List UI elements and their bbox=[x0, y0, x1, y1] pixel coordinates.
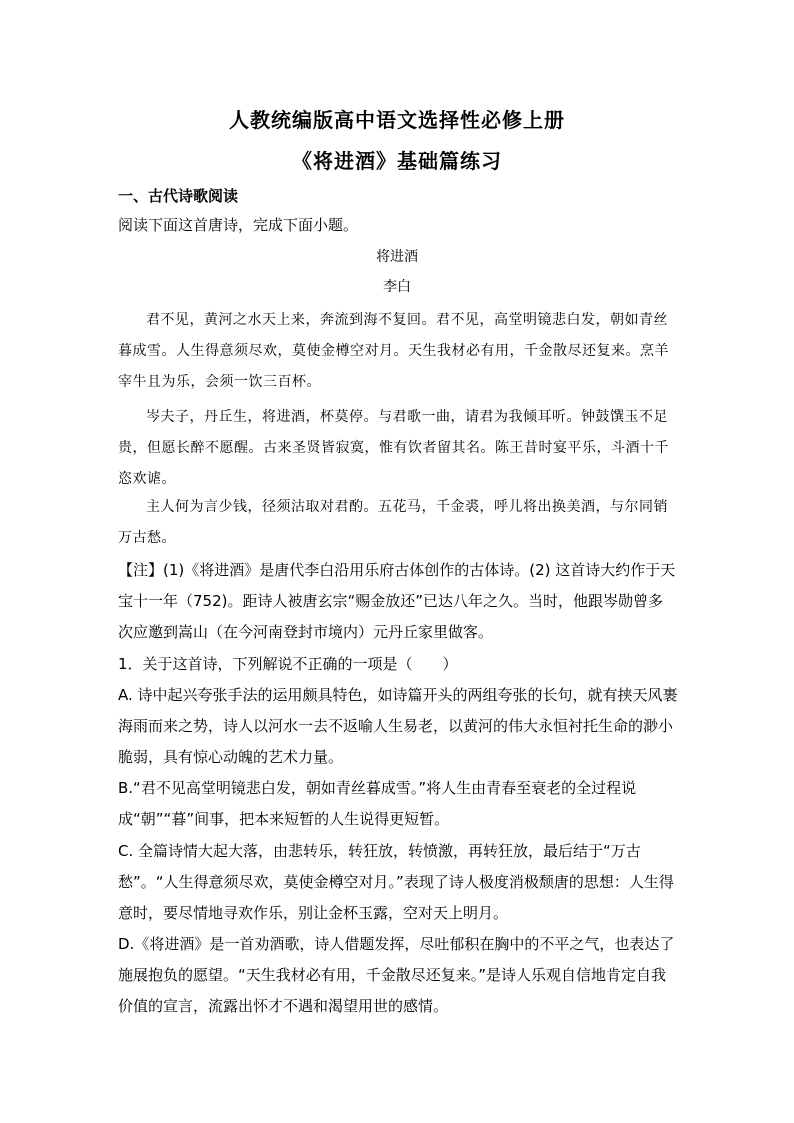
question-stem: 1．关于这首诗，下列解说不正确的一项是（ ） bbox=[118, 655, 458, 673]
document-title: 人教统编版高中语文选择性必修上册 bbox=[229, 108, 565, 132]
option-a: A. 诗中起兴夸张手法的运用颇具特色，如诗篇开头的两组夸张的长句，就有挟天风裹海雨而来之势，诗人以河水一去不返喻人生易老，以黄河的伟大永恒衬托生命的渺小脆弱，具有惊心动魄的艺术力量。 bbox=[118, 686, 678, 766]
poem-stanza-1: 君不见，黄河之水天上来，奔流到海不复回。君不见，高堂明镜悲白发，朝如青丝暮成雪。人生得意须尽欢，莫使金樽空对月。天生我材必有用，千金散尽还复来。烹羊宰牛且为乐，会须一饮三百杯。 bbox=[118, 312, 669, 390]
option-c: C. 全篇诗情大起大落，由悲转乐，转狂放，转愤激，再转狂放，最后结于“万古愁”。“人生得意须尽欢，莫使金樽空对月。”表现了诗人极度消极颓唐的思想：人生得意时，要尽情地寻欢作乐，别让金杯玉露，空对天上明月。 bbox=[118, 842, 674, 922]
poem-stanza-2: 岑夫子，丹丘生，将进酒，杯莫停。与君歌一曲，请君为我倾耳听。钟鼓馔玉不足贵，但愿长醉不愿醒。古来圣贤皆寂寞，惟有饮者留其名。陈王昔时宴平乐，斗酒十千恣欢谑。 bbox=[118, 409, 669, 487]
instruction-text: 阅读下面这首唐诗，完成下面小题。 bbox=[118, 216, 359, 234]
option-d: D.《将进酒》是一首劝酒歌，诗人借题发挥，尽吐郁积在胸中的不平之气，也表达了施展抱负的愿望。“天生我材必有用，千金散尽还复来。”是诗人乐观自信地肯定自我价值的宣言，流露出怀才不遇和渴望用世的感情。 bbox=[118, 935, 675, 1015]
poem-note: 【注】(1)《将进酒》是唐代李白沿用乐府古体创作的古体诗。(2) 这首诗大约作于天宝十一年（752)。距诗人被唐玄宗“赐金放还”已达八年之久。当时，他跟岑勋曾多次应邀到嵩山（在今河南登封市境内）元丹丘家里做客。 bbox=[118, 561, 676, 641]
poem-author: 李白 bbox=[383, 279, 411, 295]
section-heading: 一、古代诗歌阅读 bbox=[118, 187, 239, 205]
option-b: B.“君不见高堂明镜悲白发，朝如青丝暮成雪。”将人生由青春至衰老的全过程说成“朝”“暮”间事，把本来短暂的人生说得更短暂。 bbox=[118, 779, 637, 828]
document-subtitle: 《将进酒》基础篇练习 bbox=[292, 149, 502, 173]
poem-stanza-3: 主人何为言少钱，径须沽取对君酌。五花马，千金裘，呼儿将出换美酒，与尔同销万古愁。 bbox=[118, 499, 668, 546]
poem-title: 将进酒 bbox=[376, 249, 418, 265]
